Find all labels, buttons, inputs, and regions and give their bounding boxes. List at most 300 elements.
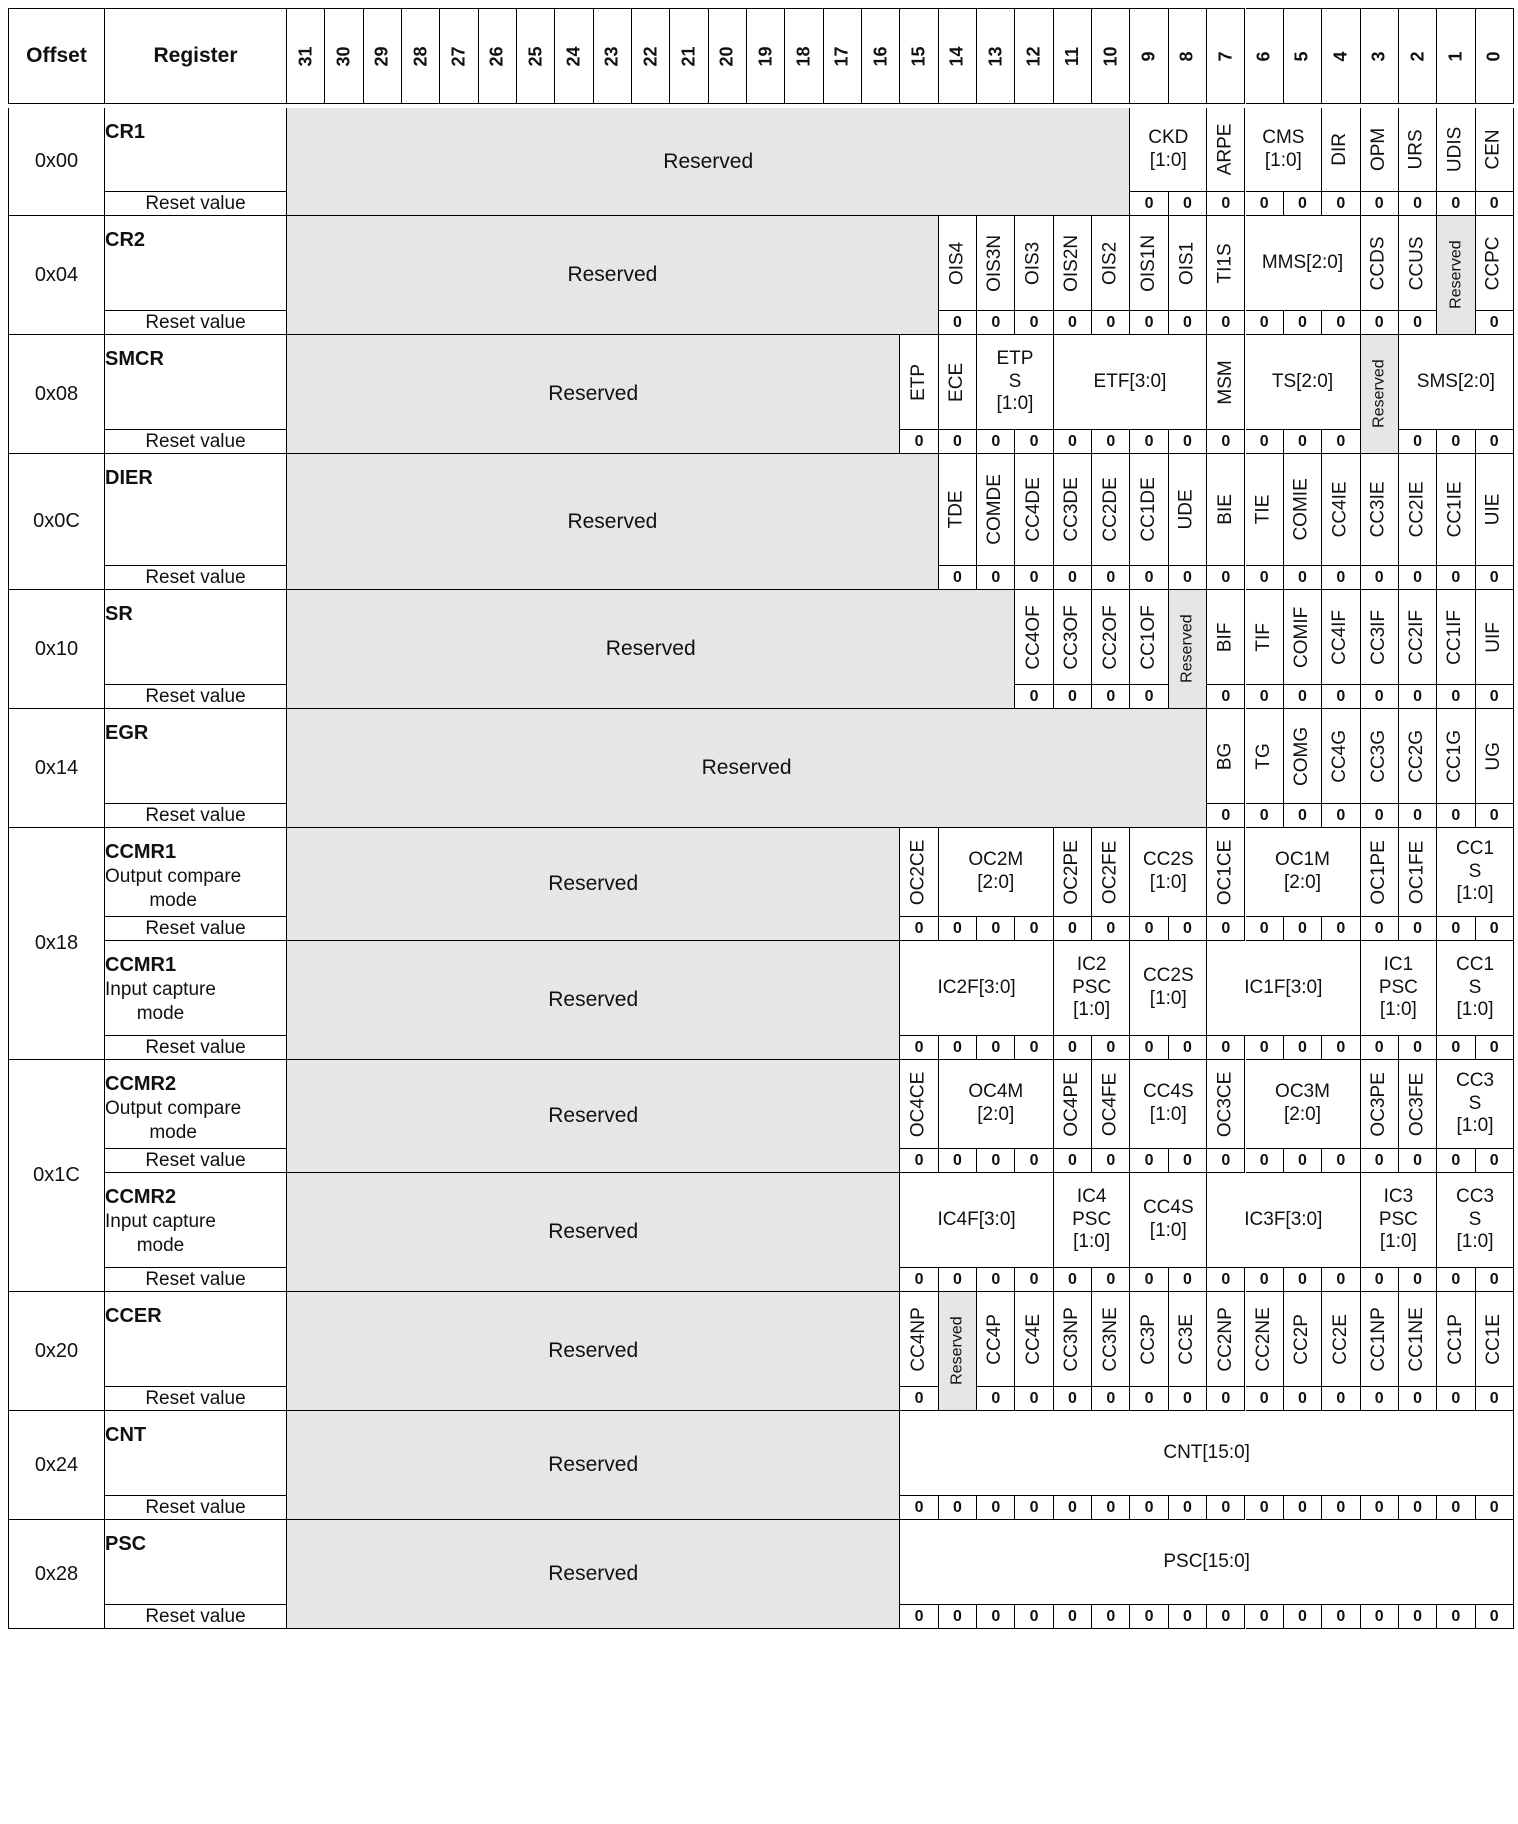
cell-text: 0 [1413,194,1422,212]
reset-bit-value [1054,1036,1092,1060]
register-name [105,454,287,566]
cell-text: 0 [1221,1270,1231,1288]
cell-text: 0 [1144,1151,1154,1169]
register-offset [8,1292,105,1411]
cell-text: Reserved [663,149,754,173]
cell-text: 0 [1068,568,1077,586]
bit-field [1284,590,1322,685]
register-offset [8,1520,105,1629]
reset-bit-value [1399,1268,1437,1292]
cell-text: 0x18 [34,932,79,954]
bit-number-header [1169,8,1207,104]
bit-field [1284,454,1322,566]
cell-text: 0 [1413,1498,1422,1516]
register-mode-text: Input capture mode [105,979,216,1024]
cell-text: CC2P [1291,1313,1313,1365]
bit-field [1361,828,1399,917]
cell-text: CC2E [1329,1313,1351,1365]
cell-text: 0 [1413,1607,1422,1625]
reset-bit-value [1322,1496,1360,1520]
bit-field [900,1060,938,1149]
cell-text: 0 [1451,194,1461,212]
cell-text: IC4 PSC [1:0] [1072,1185,1112,1253]
bit-field [1092,454,1130,566]
cell-text: 0 [952,919,962,937]
cell-text: 0 [991,313,1001,331]
register-name-text: CNT [105,1424,147,1446]
cell-text: 0 [952,1270,962,1288]
bit-field [1054,216,1092,311]
bit-field [1054,590,1092,685]
cell-text: 0 [1374,1498,1384,1516]
cell-text: 13 [985,45,1006,67]
cell-text: Reserved [1370,359,1388,429]
cell-text: COMIE [1291,478,1313,541]
reset-bit-value [1092,1605,1130,1629]
cell-text: CC2S [1:0] [1142,965,1194,1009]
bit-field [1130,216,1168,311]
reset-bit-value [977,430,1015,454]
cell-text: OC4PE [1061,1071,1083,1137]
cell-text: 16 [870,45,891,67]
cell-text: 0 [1489,313,1499,331]
cell-text: 0 [1451,687,1461,705]
bit-number-header [862,8,900,104]
cell-text: 0 [1183,568,1192,586]
reset-bit-value [1361,311,1399,335]
reset-bit-value [1322,685,1360,709]
bit-field [1130,1060,1207,1149]
cell-text: 0 [1029,1389,1039,1407]
reset-bit-value [1399,1496,1437,1520]
reset-bit-value [1399,1149,1437,1173]
reset-bit-value [1322,566,1360,590]
cell-text: 0 [1029,432,1039,450]
cell-text: 0 [914,1151,924,1169]
cell-text: CC2DE [1099,477,1121,542]
reset-bit-value [1284,311,1322,335]
reserved-region [287,590,1015,709]
register-offset [8,216,105,335]
reset-bit-value [1322,1605,1360,1629]
cell-text: IC1 PSC [1:0] [1378,953,1418,1021]
reset-bit-value [1437,917,1475,941]
bit-field [1399,709,1437,804]
register-offset [8,335,105,454]
cell-text: 15 [908,45,929,67]
reset-bit-value [1015,1036,1053,1060]
reset-value-label [105,685,287,709]
bit-number-header [440,8,478,104]
cell-text: CC2S [1:0] [1142,849,1194,893]
cell-text: 0 [952,1498,962,1516]
bit-field [939,216,977,311]
bit-field [1169,216,1207,311]
cell-text: SMS[2:0] [1416,370,1495,392]
cell-text: 0 [1298,313,1307,331]
reset-value-label [105,1605,287,1629]
reset-bit-value [900,430,938,454]
cell-text: 0 [914,919,924,937]
reset-bit-value [1169,1268,1207,1292]
bit-number-header [1476,8,1514,104]
bit-field [900,335,938,430]
cell-text: IC1F[3:0] [1244,976,1323,998]
bit-number-header [287,8,325,104]
bit-field [1092,1060,1130,1149]
cell-text: ECE [946,362,968,402]
cell-text: 0 [1144,194,1154,212]
cell-text: 0 [1221,1498,1231,1516]
cell-text: UDIS [1444,126,1466,173]
reset-bit-value [1092,1387,1130,1411]
bit-field [900,828,938,917]
cell-text: TIF [1252,622,1274,652]
cell-text: 0 [1374,568,1384,586]
reset-bit-value [1169,1036,1207,1060]
cell-text: 0 [1298,432,1307,450]
reset-value-label [105,1149,287,1173]
cell-text: CCDS [1367,236,1389,290]
cell-text: Reset value [145,1149,246,1171]
bit-field [1246,335,1361,430]
register-name [105,1060,287,1149]
cell-text: 0 [1298,1498,1307,1516]
register-name [105,941,287,1036]
cell-text: 0 [1298,1151,1307,1169]
cell-text: Reset value [145,1605,246,1627]
bit-field [1054,1292,1092,1387]
register-name-text: CCMR1 [105,954,177,976]
cell-text: 0 [1374,194,1384,212]
cell-text: CC3IE [1367,481,1389,538]
cell-text: 0 [952,1607,962,1625]
cell-text: Reset value [145,1496,246,1518]
reset-bit-value [1130,1605,1168,1629]
cell-text: 31 [295,45,316,67]
register-mode-text: Input capture mode [105,1211,216,1256]
cell-text: ETF[3:0] [1093,370,1167,392]
cell-text: 0 [1374,1151,1384,1169]
cell-text: 0 [1068,1038,1077,1056]
cell-text: 0 [1221,1151,1231,1169]
reset-bit-value [1476,917,1514,941]
cell-text: 0 [991,568,1001,586]
bit-field [1284,709,1322,804]
cell-text: CNT[15:0] [1163,1441,1250,1463]
bit-field [1437,1173,1514,1268]
cell-text: 0 [1221,313,1231,331]
cell-text: 0 [914,1038,924,1056]
reset-bit-value [939,1149,977,1173]
bit-field [1207,1060,1245,1149]
bit-field [1399,1060,1437,1149]
reset-bit-value [1130,192,1168,216]
cell-text: CC4IE [1329,481,1351,538]
cell-text: CC3G [1367,729,1389,783]
bit-field [1207,108,1245,192]
cell-text: 0 [991,432,1001,450]
reset-bit-value [977,1496,1015,1520]
bit-field [1437,941,1514,1036]
cell-text: Reset value [145,1387,246,1409]
cell-text: CC3IF [1367,609,1389,665]
reset-bit-value [1015,685,1053,709]
reset-bit-value [939,311,977,335]
reset-bit-value [1054,566,1092,590]
bit-field [1399,454,1437,566]
bit-field [1015,216,1053,311]
reset-bit-value [900,1268,938,1292]
cell-text: CCUS [1406,236,1428,290]
bit-field [1092,216,1130,311]
cell-text: Reset value [145,1268,246,1290]
offset-header [8,8,105,104]
bit-number-header [785,8,823,104]
cell-text: 0 [1068,919,1077,937]
bit-field [1054,941,1131,1036]
bit-field [1361,709,1399,804]
cell-text: CC1 S [1:0] [1456,837,1495,905]
bit-field [1169,454,1207,566]
register-name-text: CR2 [105,229,146,251]
bit-field [1207,335,1245,430]
cell-text: 0 [1106,1270,1116,1288]
cell-text: Reset value [145,917,246,939]
reset-bit-value [1246,566,1284,590]
cell-text: CCPC [1482,236,1504,290]
cell-text: 0 [1336,194,1346,212]
cell-text: CC4IF [1329,609,1351,665]
reset-bit-value [1169,566,1207,590]
reset-value-label [105,1387,287,1411]
reset-bit-value [1476,1268,1514,1292]
cell-text: 0 [1221,806,1231,824]
bit-field [1399,216,1437,311]
cell-text: CC2IE [1406,481,1428,538]
reset-bit-value [1130,430,1168,454]
cell-text: UIE [1482,493,1504,526]
cell-text: 30 [333,45,354,67]
cell-text: 0 [1068,313,1077,331]
cell-text: 0 [1489,1607,1499,1625]
reserved-region [287,108,1130,216]
reset-bit-value [1476,566,1514,590]
cell-text: 0 [1106,1151,1116,1169]
cell-text: 0 [1221,432,1231,450]
cell-text: 0 [1183,1151,1192,1169]
cell-text: 0 [1298,1038,1307,1056]
reset-bit-value [1169,192,1207,216]
reset-bit-value [1015,430,1053,454]
cell-text: 0 [1106,687,1116,705]
cell-text: 0 [1489,568,1499,586]
reset-bit-value [1284,1036,1322,1060]
cell-text: OC1CE [1214,839,1236,905]
cell-text: OC1FE [1406,840,1428,904]
cell-text: 0 [1029,1038,1039,1056]
bit-field [900,1411,1513,1496]
bit-field [1246,1060,1361,1149]
reset-bit-value [1092,1268,1130,1292]
cell-text: 0 [1336,687,1346,705]
reset-bit-value [1399,1036,1437,1060]
cell-text: Reset value [145,192,246,214]
bit-field [900,1520,1513,1605]
cell-text: 0 [952,313,962,331]
cell-text: 0 [1336,313,1346,331]
bit-field [1476,216,1514,311]
register-name-text: CCMR1 [105,841,177,863]
bit-field [1092,828,1130,917]
bit-number-header [479,8,517,104]
cell-text: OC4FE [1099,1072,1121,1136]
cell-text: IC2 PSC [1:0] [1072,953,1112,1021]
cell-text: 0 [1413,687,1422,705]
reserved-bit [1169,590,1207,709]
reset-bit-value [1437,685,1475,709]
cell-text: Reset value [145,685,246,707]
cell-text: 2 [1407,50,1428,62]
bit-field [1476,1292,1514,1387]
bit-field [1246,1292,1284,1387]
cell-text: ETP [907,363,929,401]
reset-bit-value [1130,1496,1168,1520]
cell-text: IC2F[3:0] [937,976,1016,998]
cell-text: 0 [1259,1151,1269,1169]
bit-number-header [1246,8,1284,104]
cell-text: CC1 S [1:0] [1456,953,1495,1021]
cell-text: 0 [1106,568,1116,586]
reset-bit-value [977,311,1015,335]
cell-text: 0 [952,432,962,450]
bit-field [977,335,1054,430]
reset-bit-value [1015,1496,1053,1520]
cell-text: CC4S [1:0] [1142,1197,1194,1241]
reset-bit-value [1476,192,1514,216]
reset-bit-value [1246,1036,1284,1060]
bit-field [1322,108,1360,192]
bit-field [1284,1292,1322,1387]
cell-text: Reset value [145,311,246,333]
cell-text: 0 [1029,1270,1039,1288]
reset-bit-value [1437,192,1475,216]
cell-text: 0x20 [34,1339,79,1362]
bit-field [1246,454,1284,566]
reset-bit-value [1207,1149,1245,1173]
register-mode-text: Output compare mode [105,1098,242,1143]
cell-text: 0 [1489,1270,1499,1288]
cell-text: OIS1 [1176,241,1198,285]
reset-bit-value [977,1149,1015,1173]
reset-bit-value [1437,1036,1475,1060]
reset-bit-value [1284,804,1322,828]
cell-text: 25 [525,45,546,67]
reset-bit-value [1284,1268,1322,1292]
cell-text: BIE [1214,494,1236,525]
cell-text: CC3OF [1061,604,1083,670]
register-name [105,828,287,917]
bit-field [1437,454,1475,566]
cell-text: CC3E [1176,1313,1198,1365]
cell-text: 0 [1068,1389,1077,1407]
cell-text: Reserved [1178,614,1196,684]
cell-text: IC4F[3:0] [937,1208,1016,1230]
reset-bit-value [1437,430,1475,454]
cell-text: PSC[15:0] [1163,1550,1250,1572]
cell-text: 0 [1106,1498,1116,1516]
cell-text: 12 [1023,45,1044,67]
bit-number-header [517,8,555,104]
bit-field [1361,590,1399,685]
reserved-bit [1361,335,1399,454]
bit-number-header [1015,8,1053,104]
cell-text: OC4M [2:0] [968,1081,1024,1125]
cell-text: OC1PE [1367,839,1389,905]
cell-text: CC4DE [1022,477,1044,542]
bit-field [1476,108,1514,192]
cell-text: 0x24 [34,1453,79,1476]
register-name-text: CCMR2 [105,1186,177,1208]
reset-bit-value [1092,685,1130,709]
cell-text: 0 [1068,432,1077,450]
reset-bit-value [1207,804,1245,828]
register-name-text: CR1 [105,121,146,143]
reserved-region [287,709,1207,828]
reset-bit-value [1399,311,1437,335]
cell-text: 0 [1374,687,1384,705]
cell-text: 0 [1183,194,1192,212]
cell-text: 0 [1489,432,1499,450]
register-name-text: CCER [105,1305,162,1327]
reset-bit-value [1015,1268,1053,1292]
bit-field [1361,108,1399,192]
cell-text: CC4NP [907,1306,929,1372]
bit-field [1361,1060,1399,1149]
bit-number-header [1130,8,1168,104]
reset-bit-value [1054,1496,1092,1520]
reset-bit-value [1130,1036,1168,1060]
bit-field [977,1292,1015,1387]
reset-value-label [105,1496,287,1520]
reset-bit-value [1476,1387,1514,1411]
cell-text: 0 [1489,1498,1499,1516]
register-offset [8,108,105,216]
cell-text: MSM [1214,359,1236,405]
reset-value-label [105,566,287,590]
bit-field [1361,454,1399,566]
cell-text: CC1G [1444,729,1466,783]
cell-text: 0 [914,1498,924,1516]
reset-bit-value [1169,430,1207,454]
cell-text: 0 [1298,919,1307,937]
cell-text: 0 [1451,1498,1461,1516]
reset-bit-value [1476,1036,1514,1060]
bit-field [1130,1173,1207,1268]
cell-text: CKD [1:0] [1148,126,1189,171]
cell-text: 0 [1374,1270,1384,1288]
reset-bit-value [939,1036,977,1060]
reset-bit-value [1169,917,1207,941]
register-offset [8,1411,105,1520]
reset-bit-value [939,566,977,590]
reset-bit-value [939,1496,977,1520]
bit-field [1361,1173,1438,1268]
cell-text: UIF [1482,621,1504,653]
cell-text: 0 [914,432,924,450]
cell-text: Register [153,44,238,67]
reserved-region [287,1292,900,1411]
